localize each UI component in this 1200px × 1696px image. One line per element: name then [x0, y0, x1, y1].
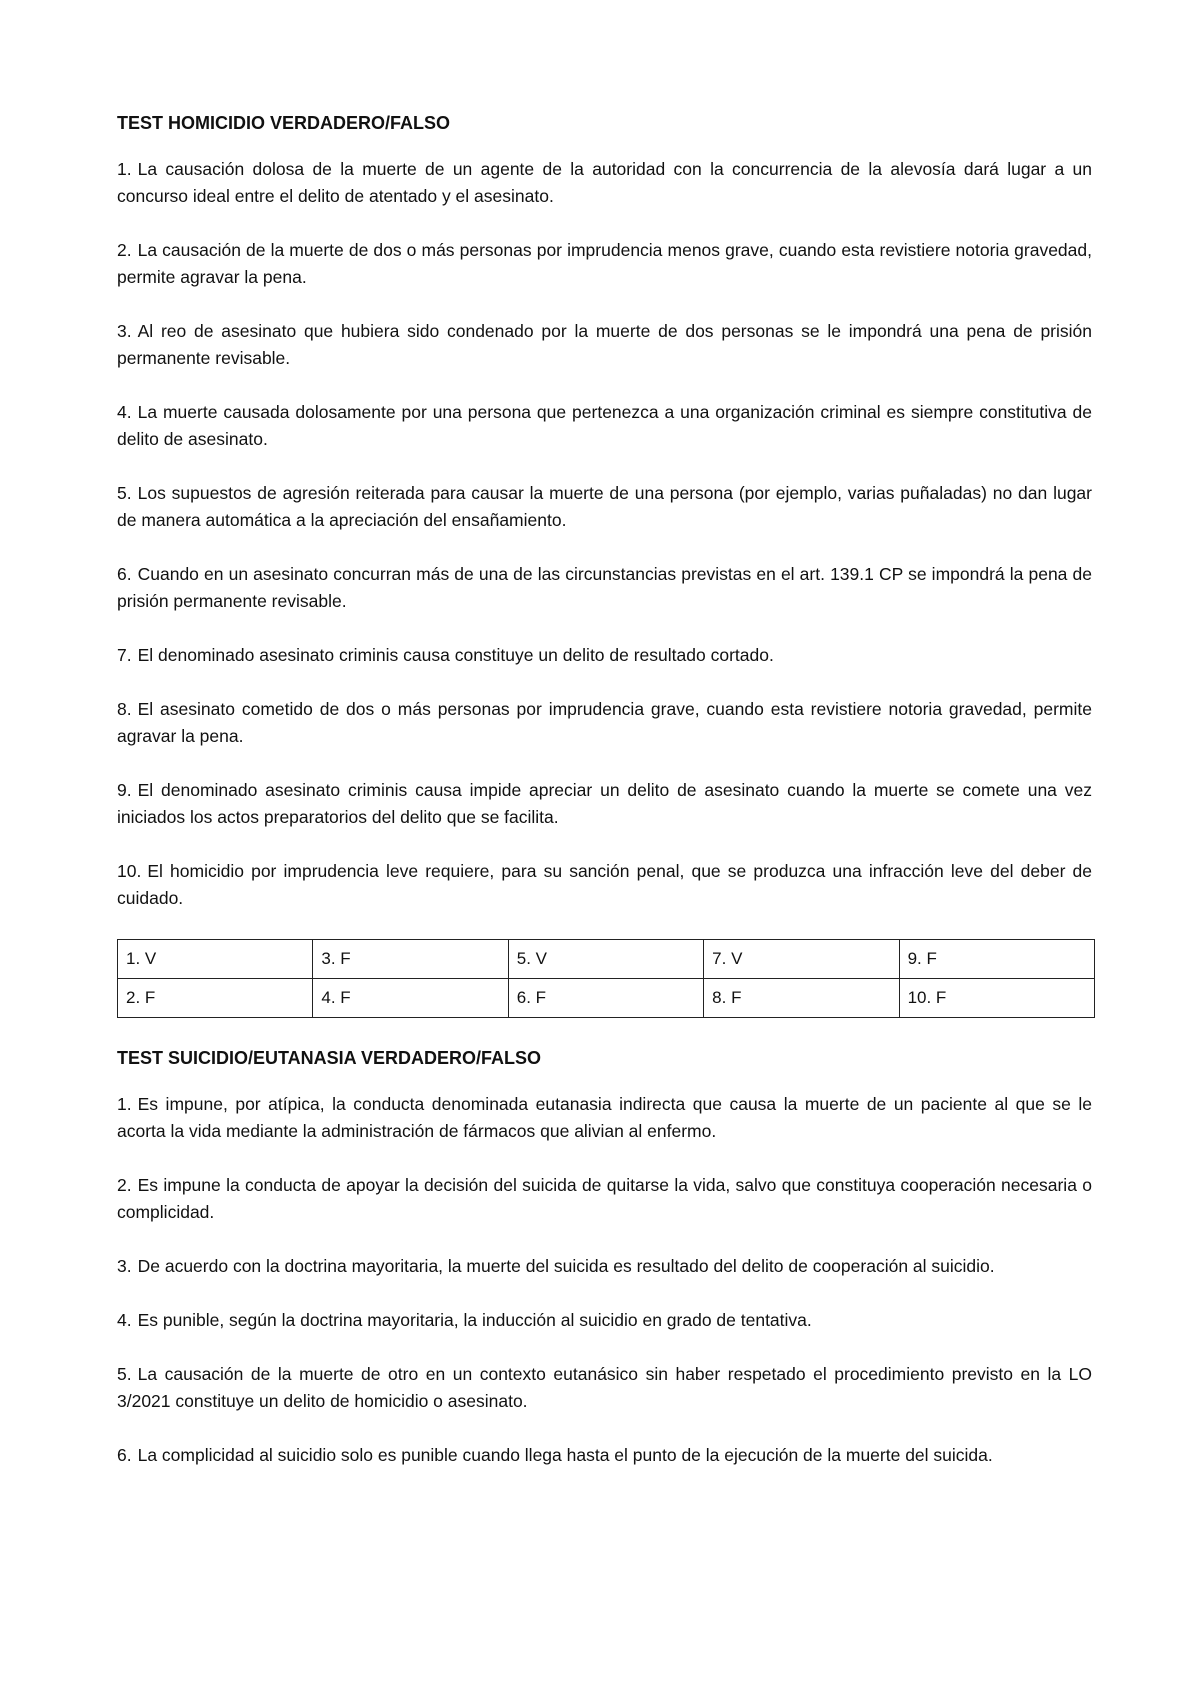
- question-item: [117, 561, 1092, 615]
- question-number: 10.: [117, 861, 142, 881]
- question-text: Es impune, por atípica, la conducta denominada eutanasia indirecta que causa la muerte de un paciente al que se le acorta la vida mediante la administración de fármacos que alivian al enfermo.: [117, 1094, 1092, 1141]
- homicidio-title: TEST HOMICIDIO VERDADERO/FALSO: [117, 113, 451, 133]
- question-text: La muerte causada dolosamente por una persona que pertenezca a una organización criminal es siempre constitutiva de delito de asesinato.: [117, 402, 1092, 449]
- answer-cell: 4. F: [313, 979, 508, 1018]
- question-number: 2.: [117, 240, 132, 260]
- question-text: Al reo de asesinato que hubiera sido condenado por la muerte de dos personas se le impondrá una pena de prisión permanente revisable.: [117, 321, 1092, 368]
- question-item: [117, 696, 1092, 750]
- question-item: [117, 237, 1092, 291]
- question-text: La complicidad al suicidio solo es punible cuando llega hasta el punto de la ejecución de la muerte del suicida.: [137, 1445, 993, 1465]
- answer-cell: 1. V: [118, 940, 313, 979]
- question-item: [117, 1361, 1092, 1415]
- question-number: 3.: [117, 1256, 132, 1276]
- answer-cell: 7. V: [704, 940, 899, 979]
- table-row: [118, 940, 1095, 979]
- question-text: La causación de la muerte de otro en un contexto eutanásico sin haber respetado el procedimiento previsto en la LO 3/2021 constituye un delito de homicidio o asesinato.: [117, 1364, 1092, 1411]
- question-text: La causación de la muerte de dos o más personas por imprudencia menos grave, cuando esta revistiere notoria gravedad, permite agravar la pena.: [117, 240, 1092, 287]
- answer-cell: 5. V: [508, 940, 703, 979]
- suicidio-title: TEST SUICIDIO/EUTANASIA VERDADERO/FALSO: [117, 1048, 542, 1068]
- answer-cell: 2. F: [118, 979, 313, 1018]
- question-text: El homicidio por imprudencia leve requiere, para su sanción penal, que se produzca una infracción leve del deber de cuidado.: [117, 861, 1092, 908]
- question-text: El denominado asesinato criminis causa impide apreciar un delito de asesinato cuando la muerte se comete una vez iniciados los actos preparatorios del delito que se facilita.: [117, 780, 1092, 827]
- table-row: [118, 979, 1095, 1018]
- question-item: [117, 642, 1092, 669]
- question-number: 2.: [117, 1175, 132, 1195]
- question-item: [117, 480, 1092, 534]
- question-item: [117, 1253, 1092, 1280]
- answer-key-table: [117, 939, 1095, 1018]
- question-item: [117, 1091, 1092, 1145]
- question-text: El asesinato cometido de dos o más personas por imprudencia grave, cuando esta revistiere notoria gravedad, permite agravar la pena.: [117, 699, 1092, 746]
- question-item: [117, 777, 1092, 831]
- question-item: [117, 1172, 1092, 1226]
- question-number: 4.: [117, 1310, 132, 1330]
- answer-cell: 10. F: [899, 979, 1094, 1018]
- question-text: Es punible, según la doctrina mayoritaria, la inducción al suicidio en grado de tentativa.: [137, 1310, 812, 1330]
- question-number: 3.: [117, 321, 132, 341]
- question-text: De acuerdo con la doctrina mayoritaria, la muerte del suicida es resultado del delito de cooperación al suicidio.: [137, 1256, 995, 1276]
- document-page: [117, 110, 1092, 1496]
- answer-cell: 3. F: [313, 940, 508, 979]
- question-item: [117, 156, 1092, 210]
- question-number: 8.: [117, 699, 132, 719]
- question-text: La causación dolosa de la muerte de un agente de la autoridad con la concurrencia de la alevosía dará lugar a un concurso ideal entre el delito de atentado y el asesinato.: [117, 159, 1092, 206]
- question-item: [117, 399, 1092, 453]
- question-number: 6.: [117, 564, 132, 584]
- answer-cell: 9. F: [899, 940, 1094, 979]
- question-number: 9.: [117, 780, 132, 800]
- question-item: [117, 1442, 1092, 1469]
- question-text: Los supuestos de agresión reiterada para causar la muerte de una persona (por ejemplo, varias puñaladas) no dan lugar de manera automática a la apreciación del ensañamiento.: [117, 483, 1092, 530]
- question-item: [117, 318, 1092, 372]
- question-item: [117, 1307, 1092, 1334]
- question-number: 7.: [117, 645, 132, 665]
- answer-cell: 6. F: [508, 979, 703, 1018]
- question-number: 5.: [117, 483, 132, 503]
- question-text: Cuando en un asesinato concurran más de una de las circunstancias previstas en el art. 139.1 CP se impondrá la pena de prisión permanente revisable.: [117, 564, 1092, 611]
- question-number: 1.: [117, 1094, 132, 1114]
- question-number: 5.: [117, 1364, 132, 1384]
- question-number: 1.: [117, 159, 132, 179]
- question-text: Es impune la conducta de apoyar la decisión del suicida de quitarse la vida, salvo que constituya cooperación necesaria o complicidad.: [117, 1175, 1092, 1222]
- answer-cell: 8. F: [704, 979, 899, 1018]
- question-text: El denominado asesinato criminis causa constituye un delito de resultado cortado.: [137, 645, 774, 665]
- question-number: 6.: [117, 1445, 132, 1465]
- question-item: [117, 858, 1092, 912]
- question-number: 4.: [117, 402, 132, 422]
